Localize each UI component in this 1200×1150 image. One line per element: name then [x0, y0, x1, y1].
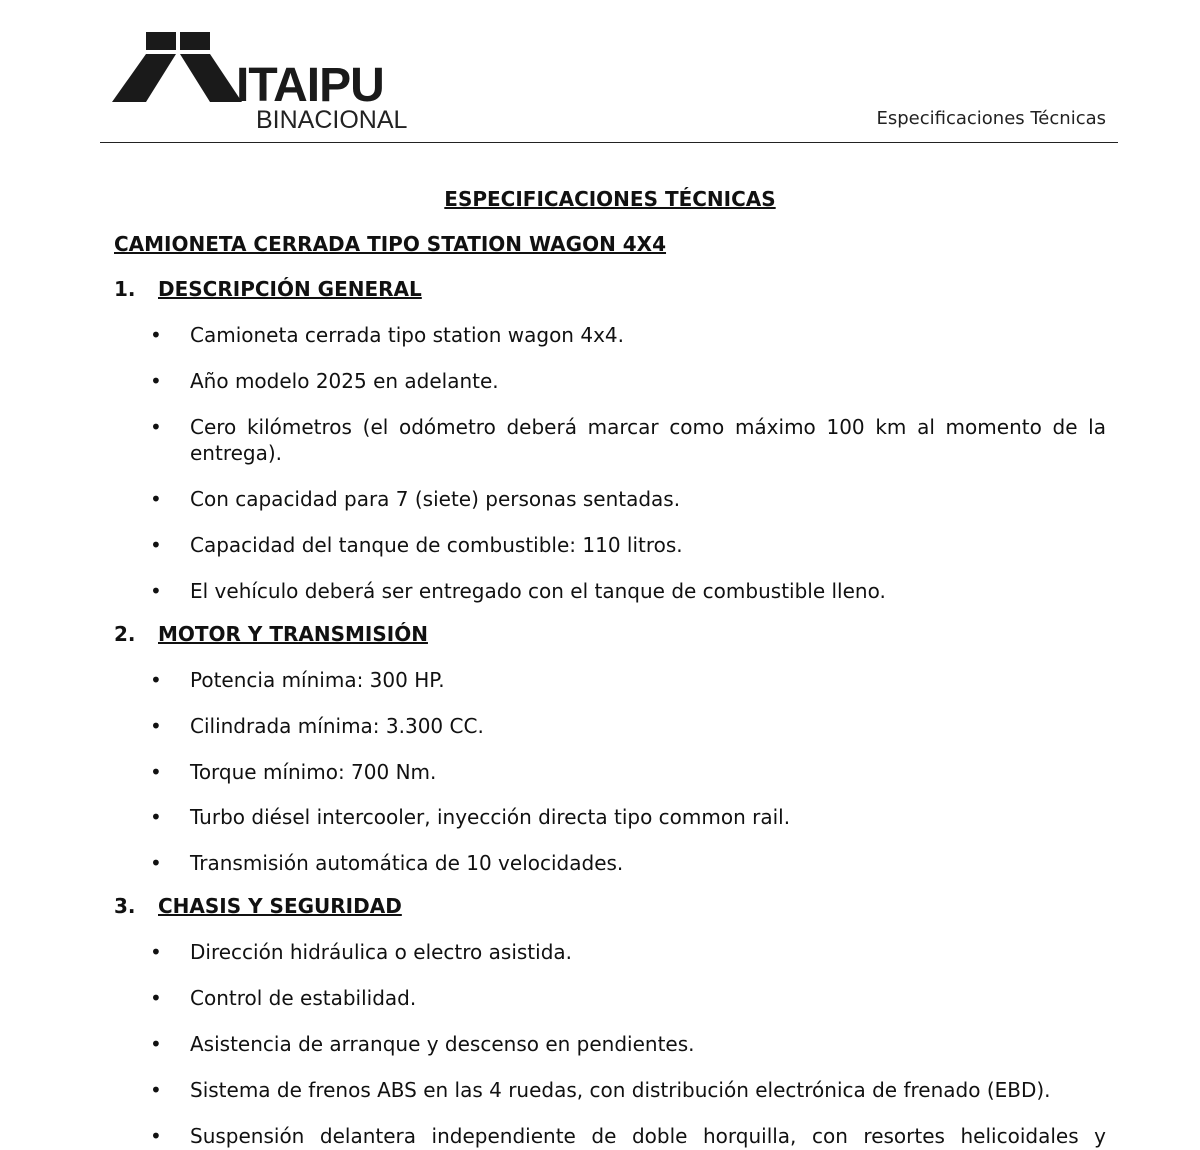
list-item — [150, 322, 1106, 348]
list-item-text: Turbo diésel intercooler, inyección directa tipo common rail. — [190, 805, 791, 829]
bullet-icon: • — [150, 760, 162, 784]
list-item-text: Camioneta cerrada tipo station wagon 4x4. — [190, 323, 624, 347]
bullet-icon: • — [150, 415, 162, 439]
list-item — [150, 667, 1106, 693]
list-item-text: Con capacidad para 7 (siete) personas sentadas. — [190, 487, 681, 511]
bullet-icon: • — [150, 851, 162, 875]
bullet-icon: • — [150, 323, 162, 347]
list-item-text: Dirección hidráulica o electro asistida. — [190, 940, 573, 964]
document-title: ESPECIFICACIONES TÉCNICAS — [444, 187, 776, 211]
logo-wordmark: ITAIPU — [236, 59, 384, 112]
list-item — [150, 578, 1106, 604]
bullet-icon: • — [150, 668, 162, 692]
list-item-text: Transmisión automática de 10 velocidades. — [190, 851, 624, 875]
list-item-text: Asistencia de arranque y descenso en pendientes. — [190, 1032, 695, 1056]
list-item-text: Control de estabilidad. — [190, 986, 417, 1010]
bullet-icon: • — [150, 579, 162, 603]
bullet-icon: • — [150, 714, 162, 738]
bullet-icon: • — [150, 986, 162, 1010]
bullet-icon: • — [150, 940, 162, 964]
list-item-text: Torque mínimo: 700 Nm. — [190, 760, 437, 784]
list-item — [150, 759, 1106, 785]
section-number: 1. — [114, 277, 136, 301]
list-item — [150, 985, 1106, 1011]
list-item-text: Suspensión delantera independiente de doble horquilla, con resortes helicoidales y — [190, 1124, 1106, 1148]
list-item-text: Capacidad del tanque de combustible: 110 litros. — [190, 533, 683, 557]
list-item — [150, 532, 1106, 558]
list-item — [150, 1031, 1106, 1057]
bullet-icon: • — [150, 1078, 162, 1102]
document-subtitle: CAMIONETA CERRADA TIPO STATION WAGON 4X4 — [114, 232, 667, 256]
bullet-icon: • — [150, 805, 162, 829]
list-item — [150, 1123, 1106, 1149]
bullet-icon: • — [150, 1124, 162, 1148]
logo-subtitle: BINACIONAL — [256, 106, 408, 134]
list-item — [150, 486, 1106, 512]
list-item-text: Sistema de frenos ABS en las 4 ruedas, con distribución electrónica de frenado (EBD). — [190, 1078, 1051, 1102]
itaipu-logo — [112, 32, 422, 134]
bullet-icon: • — [150, 533, 162, 557]
list-item-text: Potencia mínima: 300 HP. — [190, 668, 445, 692]
list-item-text: Cero kilómetros (el odómetro deberá marcar como máximo 100 km al momento de la entrega). — [190, 415, 1106, 465]
list-item-text: Año modelo 2025 en adelante. — [190, 369, 499, 393]
section-title: DESCRIPCIÓN GENERAL — [158, 277, 422, 301]
list-item — [150, 713, 1106, 739]
list-item — [150, 1077, 1106, 1103]
section-heading-descripcion-general — [114, 277, 422, 301]
bullet-icon: • — [150, 1032, 162, 1056]
bullet-icon: • — [150, 369, 162, 393]
itaipu-logo-mark-icon — [112, 32, 242, 102]
list-item-text: Cilindrada mínima: 3.300 CC. — [190, 714, 484, 738]
header-divider — [100, 142, 1118, 143]
list-item-text: El vehículo deberá ser entregado con el tanque de combustible lleno. — [190, 579, 886, 603]
list-item — [150, 939, 1106, 965]
section-heading-chasis-seguridad — [114, 894, 402, 918]
list-item — [150, 804, 1106, 830]
list-item — [150, 414, 1106, 466]
header-document-label: Especificaciones Técnicas — [876, 108, 1106, 129]
section-number: 3. — [114, 894, 136, 918]
section-number: 2. — [114, 622, 136, 646]
section-title: MOTOR Y TRANSMISIÓN — [158, 622, 428, 646]
list-item — [150, 368, 1106, 394]
bullet-icon: • — [150, 487, 162, 511]
section-heading-motor-transmision — [114, 622, 428, 646]
section-title: CHASIS Y SEGURIDAD — [158, 894, 402, 918]
list-item — [150, 850, 1106, 876]
